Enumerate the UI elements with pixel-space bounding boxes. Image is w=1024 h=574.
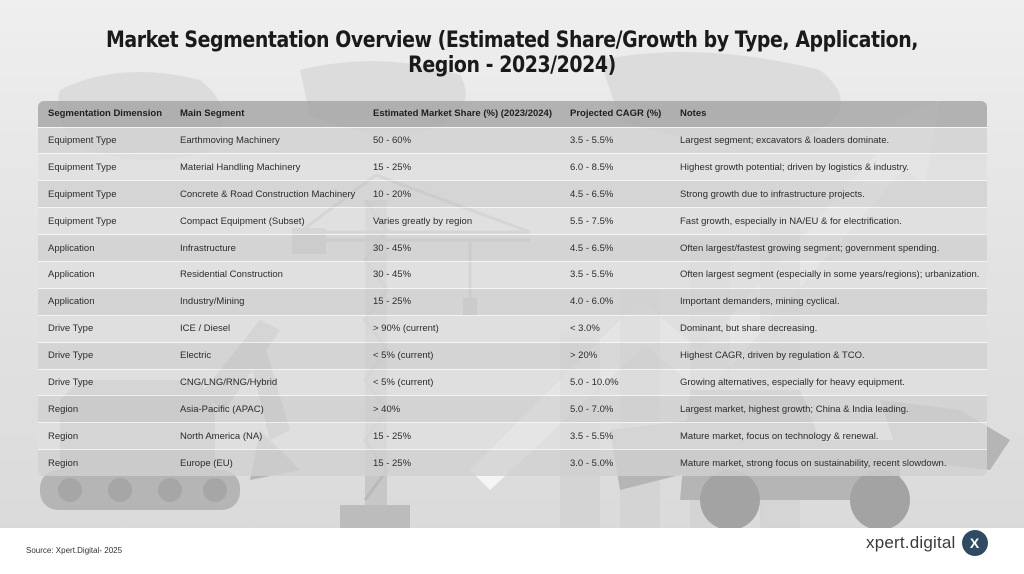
cell-notes: Dominant, but share decreasing. [680, 323, 818, 335]
header-segmentation-dimension: Segmentation Dimension [48, 108, 163, 120]
table-row [38, 396, 987, 423]
cell-notes: Often largest/fastest growing segment; government spending. [680, 242, 940, 254]
cell-market-share: 30 - 45% [373, 269, 412, 281]
cell-notes: Strong growth due to infrastructure projects. [680, 188, 865, 200]
cell-dimension: Region [48, 457, 79, 469]
cell-dimension: Equipment Type [48, 215, 117, 227]
cell-cagr: > 20% [570, 350, 598, 362]
logo-text: xpert.digital [866, 533, 956, 552]
cell-dimension: Application [48, 296, 95, 308]
cell-market-share: 10 - 20% [373, 188, 412, 200]
cell-market-share: 15 - 25% [373, 457, 412, 469]
cell-cagr: 3.0 - 5.0% [570, 457, 614, 469]
segmentation-table [38, 101, 987, 476]
cell-dimension: Drive Type [48, 376, 94, 388]
cell-segment: Infrastructure [180, 242, 236, 254]
cell-market-share: < 5% (current) [373, 376, 434, 388]
table-row [38, 450, 987, 476]
cell-cagr: 5.5 - 7.5% [570, 215, 614, 227]
cell-notes: Often largest segment (especially in some years/regions); urbanization. [680, 269, 980, 281]
cell-market-share: 30 - 45% [373, 242, 412, 254]
page-title: Market Segmentation Overview (Estimated Share/Growth by Type, Application, Region - 2023/2024) [105, 28, 919, 78]
cell-notes: Largest segment; excavators & loaders dominate. [680, 134, 890, 146]
cell-cagr: 4.5 - 6.5% [570, 242, 614, 254]
table-body [38, 127, 987, 476]
cell-notes: Fast growth, especially in NA/EU & for electrification. [680, 215, 902, 227]
cell-segment: Compact Equipment (Subset) [180, 215, 305, 227]
segmentation-table-container [38, 101, 987, 476]
cell-cagr: 4.0 - 6.0% [570, 296, 614, 308]
cell-notes: Mature market, focus on technology & renewal. [680, 430, 879, 442]
header-projected-cagr: Projected CAGR (%) [570, 108, 662, 120]
cell-segment: Earthmoving Machinery [180, 134, 280, 146]
cell-dimension: Region [48, 430, 79, 442]
cell-market-share: Varies greatly by region [373, 215, 473, 227]
table-row [38, 288, 987, 315]
table-row [38, 342, 987, 369]
cell-notes: Highest growth potential; driven by logistics & industry. [680, 161, 909, 173]
cell-dimension: Region [48, 403, 79, 415]
cell-cagr: 3.5 - 5.5% [570, 269, 614, 281]
cell-segment: Material Handling Machinery [180, 161, 301, 173]
cell-market-share: 15 - 25% [373, 430, 412, 442]
logo-x-icon: X [962, 530, 988, 556]
cell-cagr: 4.5 - 6.5% [570, 188, 614, 200]
cell-notes: Mature market, strong focus on sustainability, recent slowdown. [680, 457, 947, 469]
cell-segment: ICE / Diesel [180, 323, 231, 335]
header-notes: Notes [680, 108, 707, 120]
table-row [38, 208, 987, 235]
table-row [38, 315, 987, 342]
cell-notes: Important demanders, mining cyclical. [680, 296, 840, 308]
table-row [38, 261, 987, 288]
cell-segment: Concrete & Road Construction Machinery [180, 188, 356, 200]
cell-cagr: 5.0 - 10.0% [570, 376, 619, 388]
cell-dimension: Equipment Type [48, 188, 117, 200]
table-row [38, 369, 987, 396]
cell-dimension: Drive Type [48, 323, 94, 335]
cell-cagr: 5.0 - 7.0% [570, 403, 614, 415]
cell-cagr: < 3.0% [570, 323, 600, 335]
cell-dimension: Equipment Type [48, 161, 117, 173]
header-main-segment: Main Segment [180, 108, 245, 120]
cell-segment: North America (NA) [180, 430, 263, 442]
cell-dimension: Equipment Type [48, 134, 117, 146]
cell-notes: Largest market, highest growth; China & India leading. [680, 403, 909, 415]
cell-market-share: < 5% (current) [373, 350, 434, 362]
header-market-share: Estimated Market Share (%) (2023/2024) [373, 108, 552, 120]
cell-dimension: Drive Type [48, 350, 94, 362]
cell-market-share: > 90% (current) [373, 323, 439, 335]
cell-segment: Industry/Mining [180, 296, 245, 308]
table-row [38, 127, 987, 154]
cell-notes: Growing alternatives, especially for heavy equipment. [680, 376, 905, 388]
table-header-row [38, 101, 987, 127]
cell-segment: Residential Construction [180, 269, 283, 281]
cell-segment: CNG/LNG/RNG/Hybrid [180, 376, 278, 388]
table-row [38, 235, 987, 262]
table-row [38, 154, 987, 181]
table-row [38, 181, 987, 208]
cell-cagr: 6.0 - 8.5% [570, 161, 614, 173]
cell-notes: Highest CAGR, driven by regulation & TCO. [680, 350, 865, 362]
cell-dimension: Application [48, 242, 95, 254]
cell-segment: Europe (EU) [180, 457, 233, 469]
source-caption: Source: Xpert.Digital- 2025 [26, 546, 123, 555]
cell-market-share: 15 - 25% [373, 161, 412, 173]
cell-cagr: 3.5 - 5.5% [570, 134, 614, 146]
cell-market-share: > 40% [373, 403, 401, 415]
cell-cagr: 3.5 - 5.5% [570, 430, 614, 442]
cell-segment: Asia-Pacific (APAC) [180, 403, 264, 415]
table-row [38, 423, 987, 450]
cell-segment: Electric [180, 350, 212, 362]
xpert-digital-logo [866, 530, 988, 556]
cell-market-share: 15 - 25% [373, 296, 412, 308]
cell-market-share: 50 - 60% [373, 134, 412, 146]
cell-dimension: Application [48, 269, 95, 281]
